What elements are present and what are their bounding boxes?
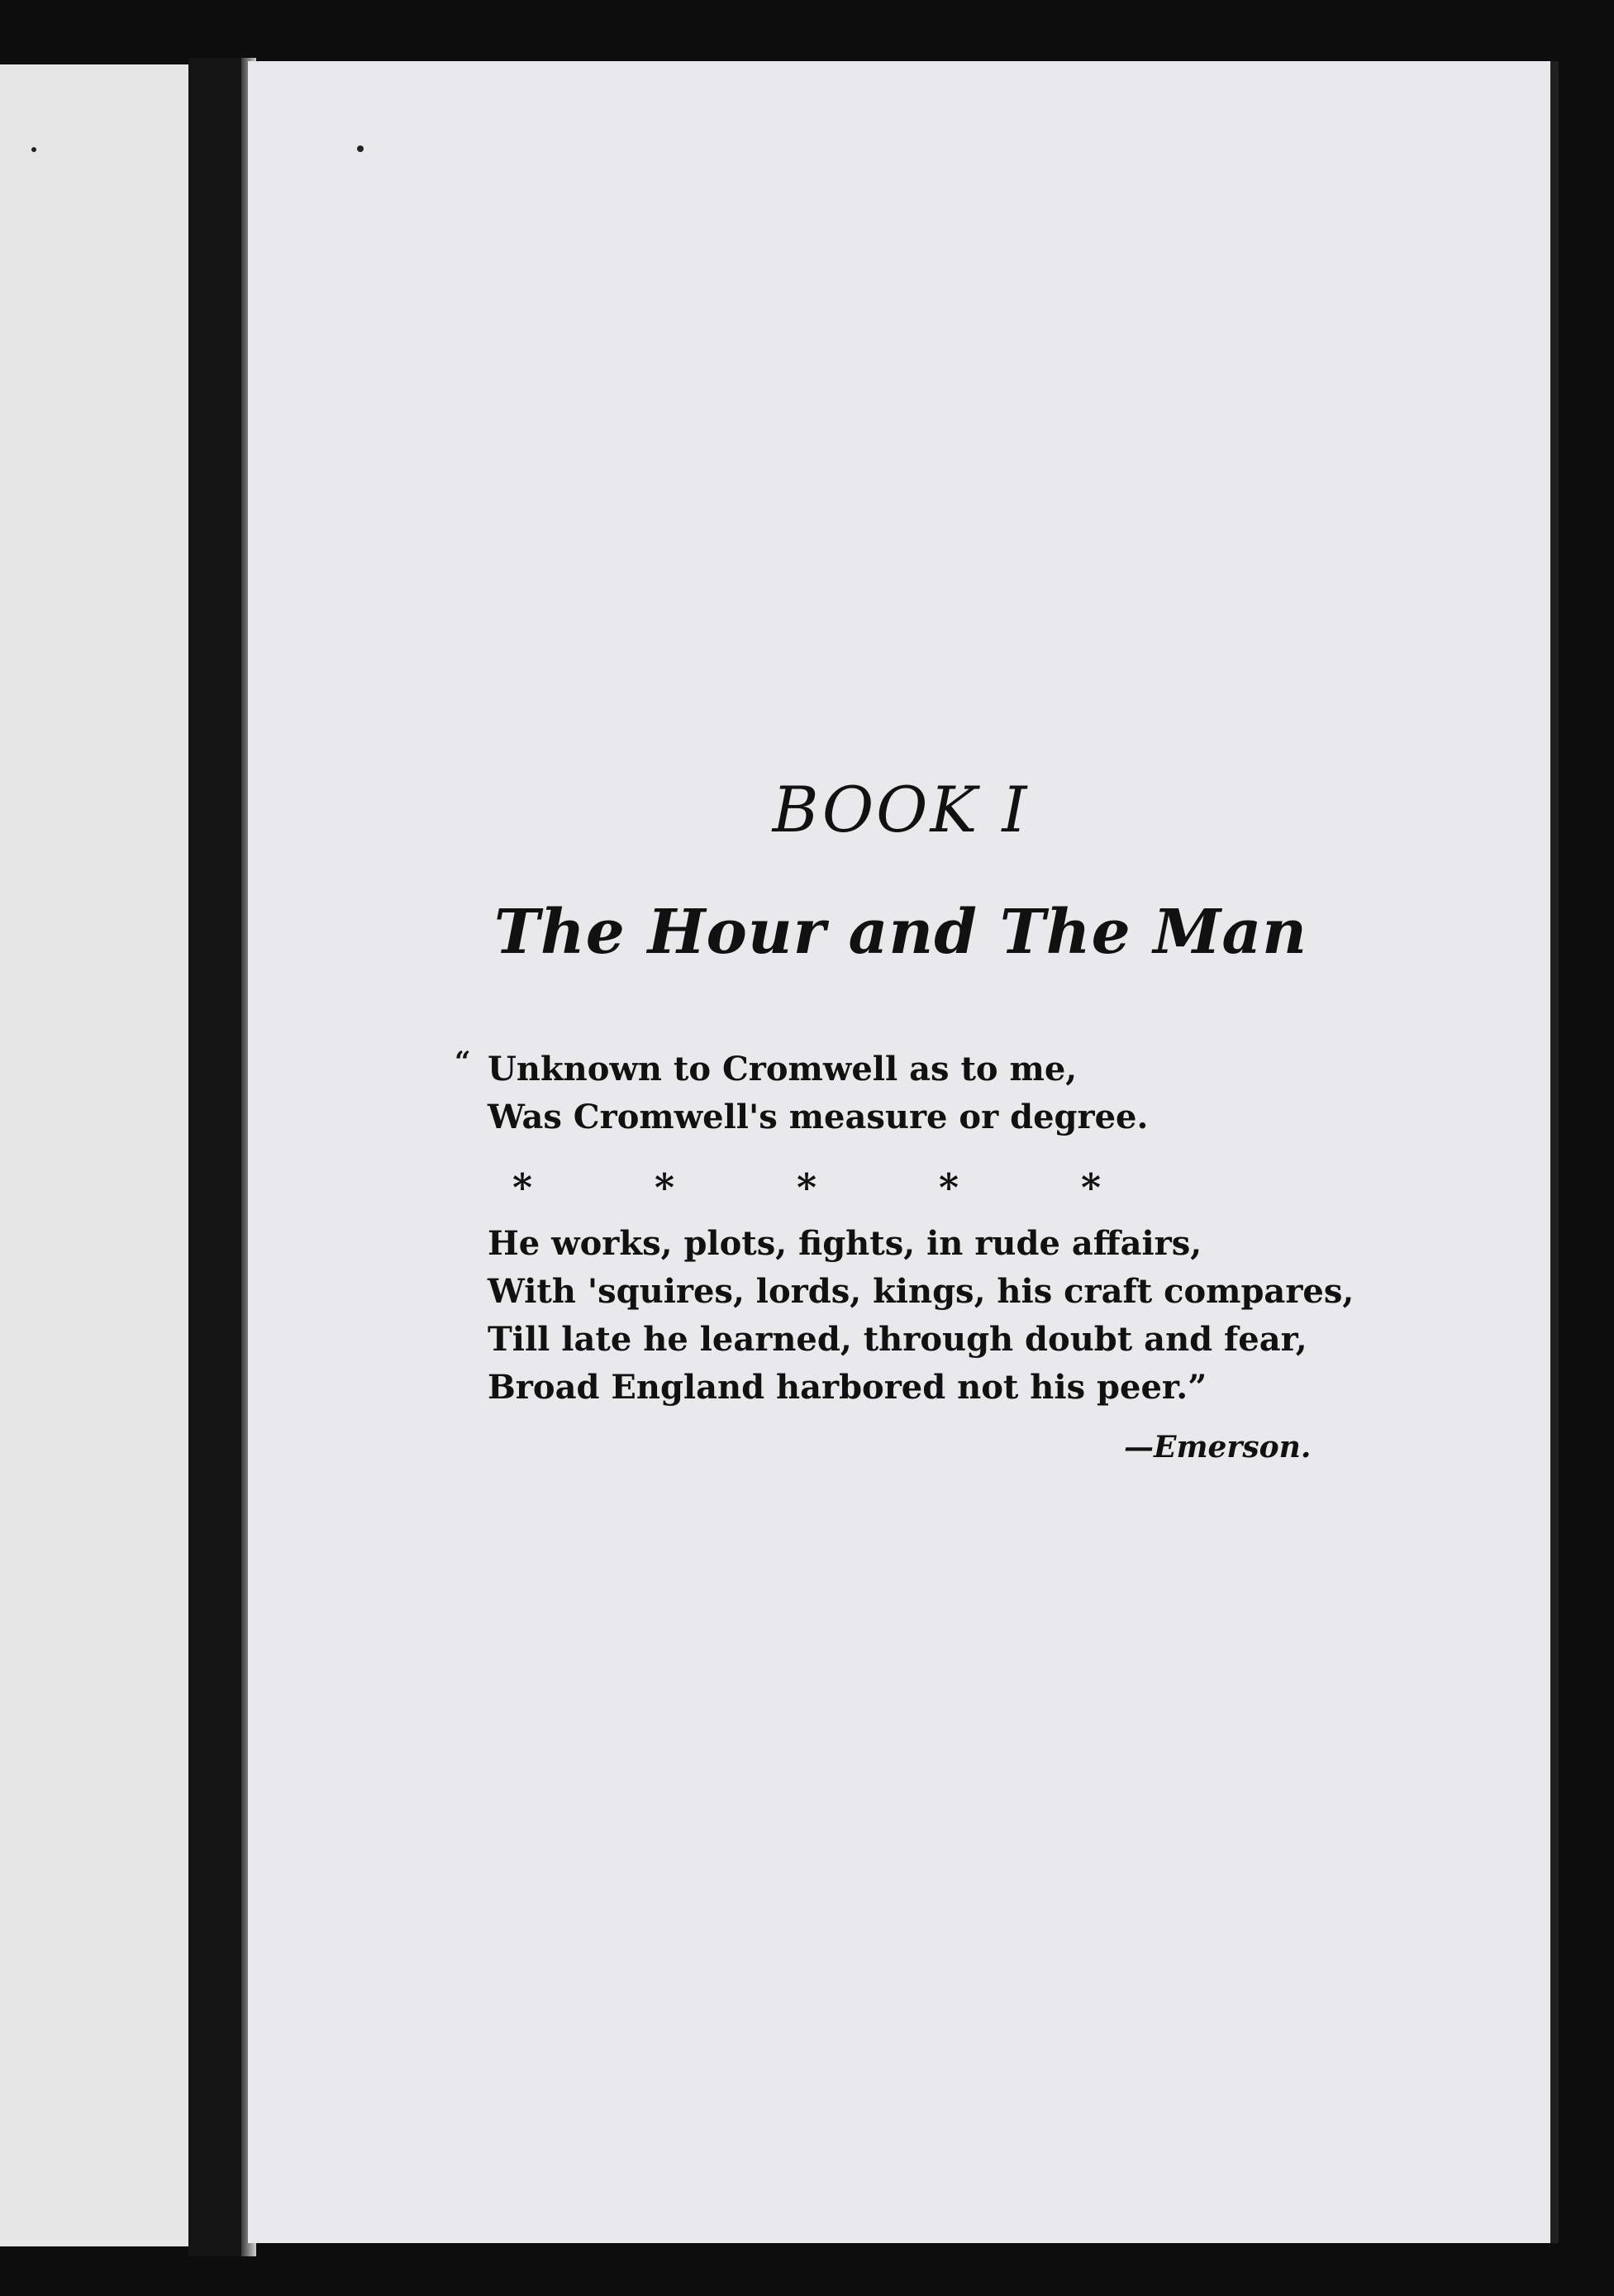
poem-line: With 'squires, lords, kings, his craft compares, <box>488 1272 1355 1311</box>
page-right-edge <box>1550 61 1559 2243</box>
page-sheet <box>248 61 1554 2243</box>
dust-speck <box>31 147 36 152</box>
dust-speck <box>357 145 364 152</box>
stanza-separator <box>512 1165 1223 1210</box>
facing-page-edge <box>0 64 192 2246</box>
poem-line: Till late he learned, through doubt and fear, <box>488 1320 1307 1359</box>
asterisk: * <box>797 1165 817 1210</box>
open-quote-mark: “ <box>455 1046 471 1079</box>
poem-line: Broad England harbored not his peer.” <box>488 1368 1207 1407</box>
asterisk: * <box>655 1165 675 1210</box>
poem-line: Was Cromwell's measure or degree. <box>488 1098 1149 1136</box>
asterisk: * <box>512 1165 533 1210</box>
epigraph-stanza-2 <box>488 1220 1354 1412</box>
asterisk: * <box>1081 1165 1102 1210</box>
asterisk: * <box>939 1165 959 1210</box>
poem-line: He works, plots, fights, in rude affairs, <box>488 1224 1202 1263</box>
book-title: BOOK I <box>772 773 1030 846</box>
epigraph-attribution: —Emerson. <box>1124 1430 1312 1465</box>
epigraph-stanza-1 <box>455 1046 1149 1141</box>
poem-line: Unknown to Cromwell as to me, <box>488 1050 1078 1088</box>
book-subtitle: The Hour and The Man <box>493 897 1308 968</box>
book-gutter <box>188 58 245 2256</box>
